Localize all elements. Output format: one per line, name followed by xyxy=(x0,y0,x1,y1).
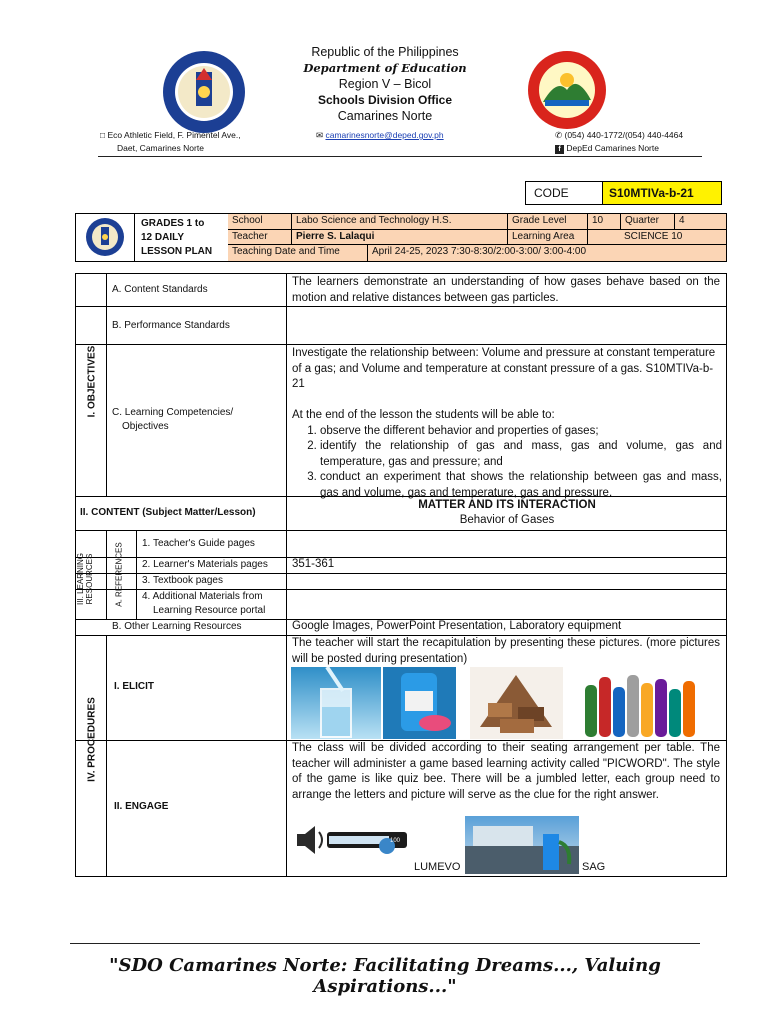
address-line1: Eco Athletic Field, F. Pimentel Ave., xyxy=(107,130,241,140)
dlp-title-line3: LESSON PLAN xyxy=(141,246,213,257)
objective-list xyxy=(292,424,722,502)
elicit-text: The teacher will start the recapitulation by presenting these pictures. (more pictures will be posted during presentation) xyxy=(292,637,720,665)
gas-station-image xyxy=(465,816,579,874)
code-label: CODE xyxy=(526,182,603,204)
facebook-text: DepEd Camarines Norte xyxy=(566,143,659,153)
jumbled-word-1: LUMEVO xyxy=(414,861,461,873)
engage-row xyxy=(76,740,726,876)
lesson-plan-table xyxy=(75,273,727,877)
email-link[interactable]: camarinesnorte@deped.gov.ph xyxy=(325,130,444,140)
elicit-row xyxy=(76,635,726,741)
additional-materials-label xyxy=(142,590,265,618)
engage-label: II. ENGAGE xyxy=(114,801,169,812)
content-standards-label: A. Content Standards xyxy=(112,284,208,295)
content-standards-text: The learners demonstrate an understanding of how gases behave based on the motion and relative distances between gas particles. xyxy=(292,276,720,304)
content-label: II. CONTENT (Subject Matter/Lesson) xyxy=(80,507,256,518)
textbook-row xyxy=(76,573,726,590)
teachers-guide-label: 1. Teacher's Guide pages xyxy=(142,538,255,549)
grade-value: 10 xyxy=(588,214,621,230)
learning-area-value: SCIENCE 10 xyxy=(588,230,726,245)
objectives-section-label: I. OBJECTIVES xyxy=(86,345,98,418)
references-label: A. REFERENCES xyxy=(114,542,124,607)
code-box xyxy=(525,181,722,205)
procedures-section-label: IV. PROCEDURES xyxy=(86,697,98,782)
learning-competencies-label-line2: Objectives xyxy=(122,421,169,432)
department-text: Department of Education xyxy=(303,61,467,75)
division-text: Schools Division Office xyxy=(317,93,453,107)
footer-motto: "SDO Camarines Norte: Facilitating Dreams..., Valuing Aspirations..." xyxy=(109,955,661,997)
learning-competencies-row xyxy=(76,344,726,497)
wood-image xyxy=(470,667,563,739)
engage-text: The class will be divided according to their seating arrangement per table. The teacher will administer a game based learning activity called "PICWORD". The style of the game is like quiz bee. There will be a jumbled letter, each group need to arrange the letters and picture will serve as the clue for the right answer. xyxy=(292,742,720,801)
content-row xyxy=(76,496,726,531)
objective-item: 2. identify the relationship of gas and mass, gas and volume, gas and temperature, gas and pressure; and xyxy=(320,439,722,470)
teaching-date-label: Teaching Date and Time xyxy=(228,245,368,261)
volume-value: 100 xyxy=(390,838,401,844)
teachers-guide-row xyxy=(76,530,726,558)
header-divider xyxy=(98,156,702,157)
footer-divider xyxy=(70,943,700,944)
teacher-label: Teacher xyxy=(228,230,292,245)
performance-standards-row xyxy=(76,306,726,345)
gas-cylinders-image xyxy=(579,667,701,739)
learning-area-label: Learning Area xyxy=(508,230,588,245)
elicit-label: I. ELICIT xyxy=(114,681,154,692)
learning-competencies-label xyxy=(112,406,233,434)
other-resources-row xyxy=(76,619,726,636)
learning-competencies-label-line1: C. Learning Competencies/ xyxy=(112,407,234,418)
other-resources-value: Google Images, PowerPoint Presentation, Laboratory equipment xyxy=(292,620,622,632)
performance-standards-label: B. Performance Standards xyxy=(112,320,230,331)
additional-materials-row xyxy=(76,589,726,620)
deped-small-seal-icon xyxy=(83,217,127,257)
code-value: S10MTIVa-b-21 xyxy=(603,182,721,204)
lesson-plan-header-table xyxy=(75,213,727,262)
teaching-date-value: April 24-25, 2023 7:30-8:30/2:00-3:00/ 3:00-4:00 xyxy=(368,245,726,261)
learners-materials-row xyxy=(76,557,726,574)
letterhead xyxy=(230,44,540,124)
facebook-icon: f xyxy=(555,145,564,154)
email-block xyxy=(316,129,444,142)
province-text: Camarines Norte xyxy=(337,109,433,123)
objective-item: 1. observe the different behavior and properties of gases; xyxy=(320,424,722,440)
region-text: Region V – Bicol xyxy=(338,77,432,91)
address-block xyxy=(100,129,241,155)
envelope-icon: ✉ xyxy=(316,130,324,140)
grade-label: Grade Level xyxy=(508,214,588,230)
objective-item: 3. conduct an experiment that shows the relationship between gas and mass, gas and volume, gas and temperature, gas and pressure. xyxy=(320,470,722,501)
deped-small-logo-cell xyxy=(76,214,135,261)
teacher-value: Pierre S. Lalaqui xyxy=(292,230,508,245)
school-value: Labo Science and Technology H.S. xyxy=(292,214,508,230)
competency-statement: Investigate the relationship between: Volume and pressure at constant temperature of a gas; and Volume and temperature at constant pressure of a gas. S10MTIVa-b-21 xyxy=(292,347,716,390)
address-card-icon: □ xyxy=(100,130,106,140)
additional-materials-line2: Learning Resource portal xyxy=(153,605,266,616)
content-subtitle: Behavior of Gases xyxy=(459,514,555,526)
content-title: MATTER AND ITS INTERACTION xyxy=(418,499,596,511)
school-label: School xyxy=(228,214,292,230)
additional-materials-line1: 4. Additional Materials from xyxy=(142,591,263,602)
republic-text: Republic of the Philippines xyxy=(311,45,459,59)
quarter-value: 4 xyxy=(675,214,726,230)
detergent-image xyxy=(383,667,456,739)
learners-materials-value: 351-361 xyxy=(292,558,335,570)
quarter-label: Quarter xyxy=(621,214,675,230)
learners-materials-label: 2. Learner's Materials pages xyxy=(142,559,268,570)
speaker-icon xyxy=(297,826,315,854)
jumbled-word-2: SAG xyxy=(582,861,606,873)
dlp-title-line1: GRADES 1 to xyxy=(141,218,205,229)
content-standards-row xyxy=(76,274,726,307)
dlp-title-line2: 12 DAILY xyxy=(141,232,184,243)
water-glass-image xyxy=(291,667,381,739)
learning-resources-section-label: III. LEARNING RESOURCES xyxy=(76,553,94,606)
phone-text: (054) 440-1772/(054) 440-4464 xyxy=(564,130,684,140)
address-line2: Daet, Camarines Norte xyxy=(117,143,204,153)
contact-block xyxy=(555,129,683,155)
competency-intro: At the end of the lesson the students will be able to: xyxy=(292,409,555,421)
learning-competencies-text xyxy=(292,346,722,501)
phone-icon: ✆ xyxy=(555,130,563,140)
textbook-label: 3. Textbook pages xyxy=(142,575,223,586)
volume-slider-image xyxy=(293,820,411,860)
other-resources-label: B. Other Learning Resources xyxy=(112,621,242,632)
